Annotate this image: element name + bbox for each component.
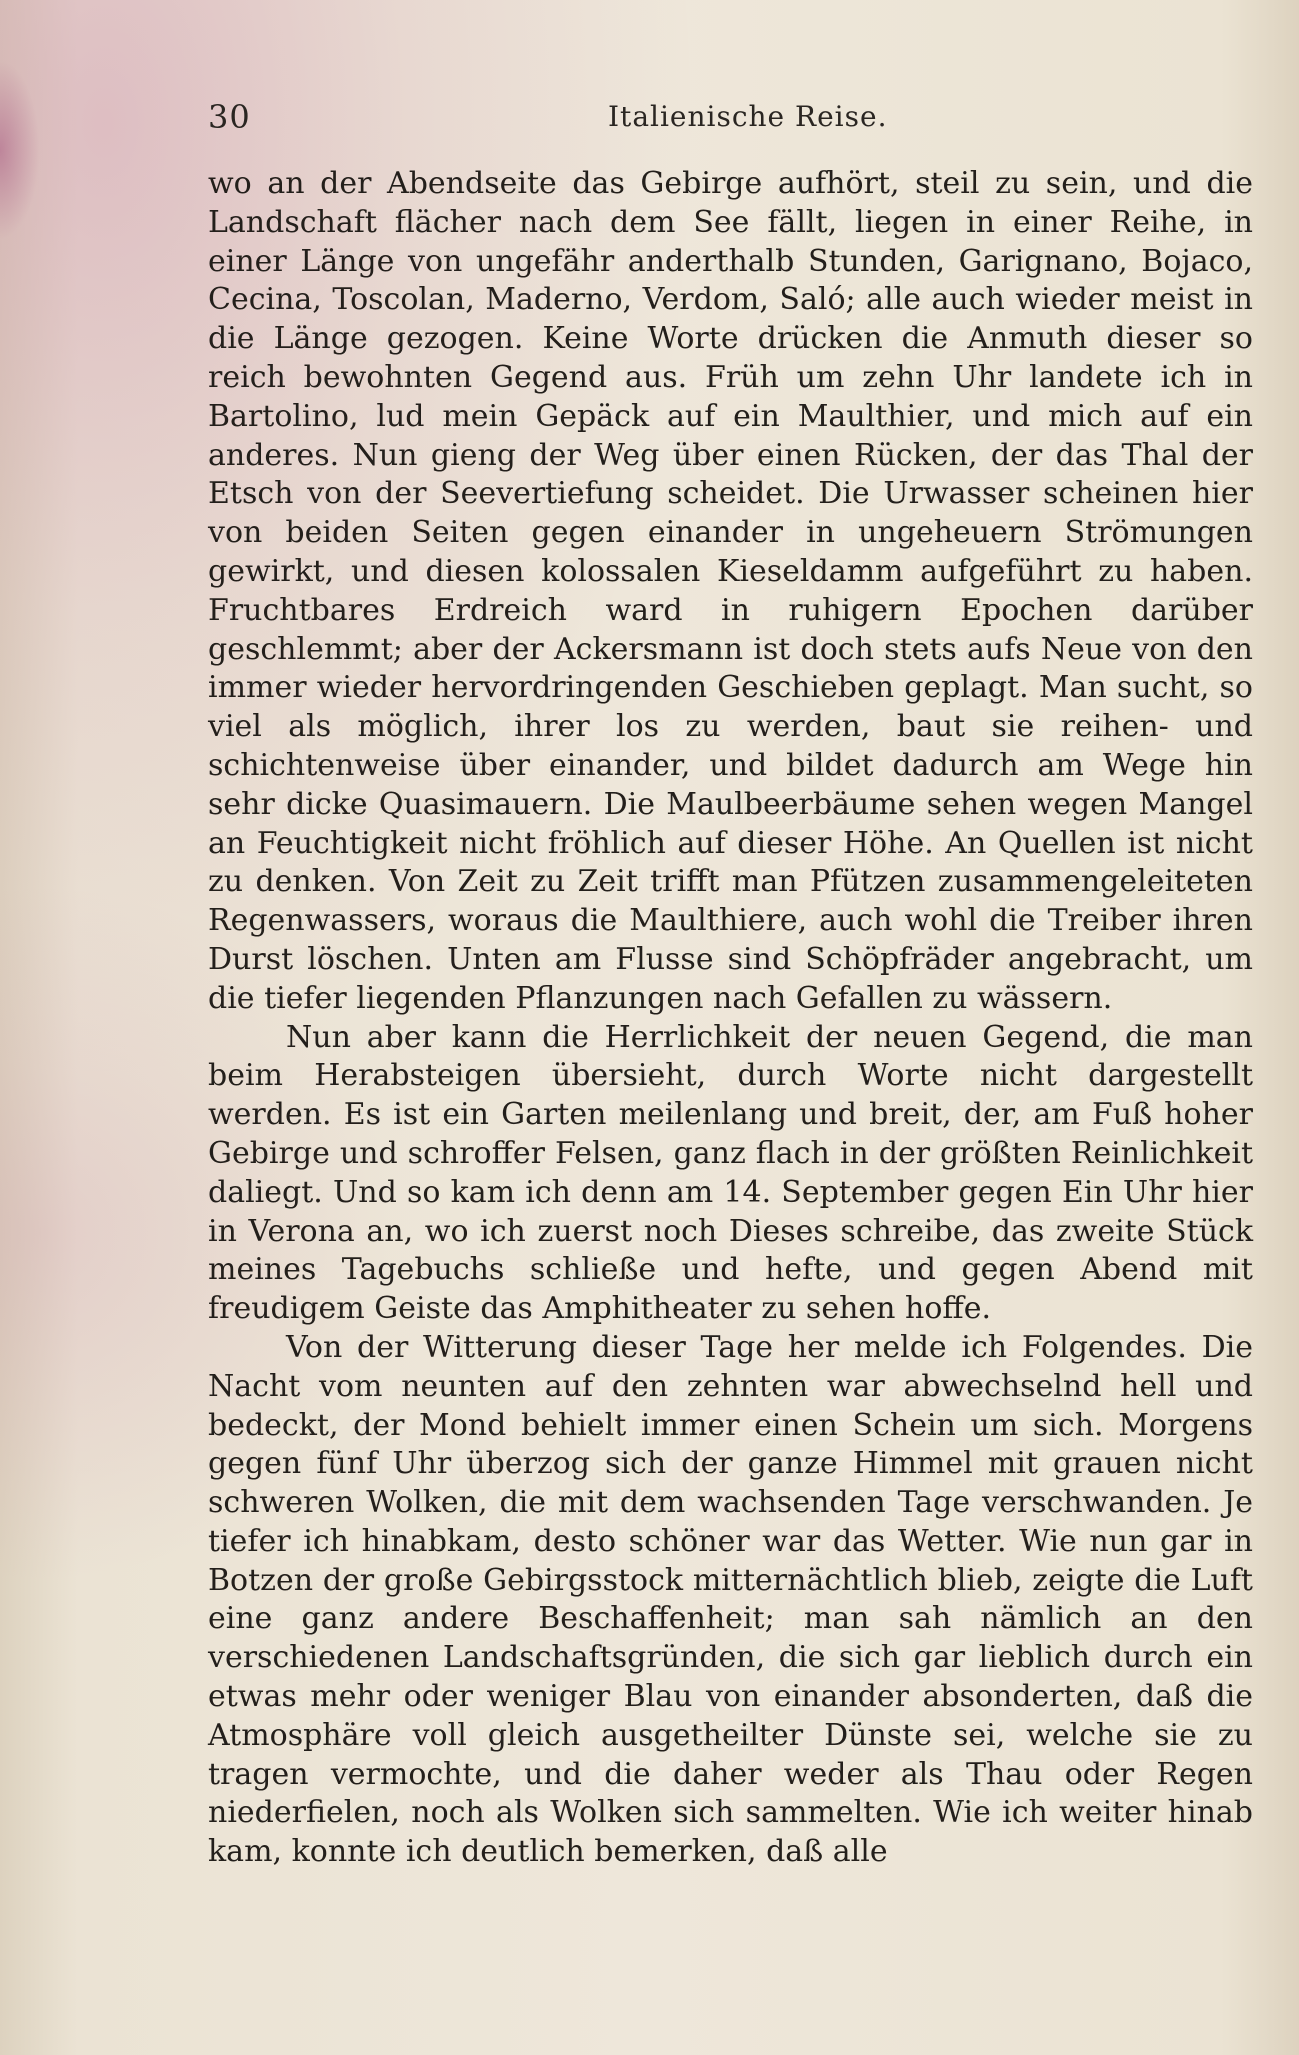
body-text <box>208 165 1253 1872</box>
paragraph-2: Nun aber kann die Herrlichkeit der neuen Gegend, die man beim Herabsteigen übersieht, durch Worte nicht dargestellt werden. Es ist ein Garten meilenlang und breit, der, am Fuß hoher Gebirge und schroffer Felsen, ganz flach in der größten Reinlichkeit daliegt. Und so kam ich denn am 14. September gegen Ein Uhr hier in Verona an, wo ich zuerst noch Dieses schreibe, das zweite Stück meines Tagebuchs schließe und hefte, und gegen Abend mit freudigem Geiste das Amphitheater zu sehen hoffe. <box>208 1019 1253 1327</box>
paper-stain <box>0 60 40 240</box>
page-number: 30 <box>208 98 251 136</box>
paragraph-1: wo an der Abendseite das Gebirge aufhört, steil zu sein, und die Landschaft flächer nach dem See fällt, liegen in einer Reihe, in einer Länge von ungefähr anderthalb Stunden, Garignano, Bojaco, Cecina, Toscolan, Maderno, Verdom, Saló; alle auch wieder meist in die Länge gezogen. Keine Worte drücken die Anmuth dieser so reich bewohnten Gegend aus. Früh um zehn Uhr landete ich in Bartolino, lud mein Gepäck auf ein Maulthier, und mich auf ein anderes. Nun gieng der Weg über einen Rücken, der das Thal der Etsch von der Seevertiefung scheidet. Die Urwasser scheinen hier von beiden Seiten gegen einander in ungeheuern Strömungen gewirkt, und diesen kolossalen Kieseldamm aufgeführt zu haben. Fruchtbares Erdreich ward in ruhigern Epochen darüber geschlemmt; aber der Ackersmann ist doch stets aufs Neue von den immer wieder hervordringenden Geschieben geplagt. Man sucht, so viel als möglich, ihrer los zu werden, baut sie reihen- und schichtenweise über einander, und bildet dadurch am Wege hin sehr dicke Quasimauern. Die Maulbeerbäume sehen wegen Mangel an Feuchtigkeit nicht fröhlich auf dieser Höhe. An Quellen ist nicht zu denken. Von Zeit zu Zeit trifft man Pfützen zusammengeleiteten Regenwassers, woraus die Maulthiere, auch wohl die Treiber ihren Durst löschen. Unten am Flusse sind Schöpfräder angebracht, um die tiefer liegenden Pflanzungen nach Gefallen zu wässern. <box>208 166 1253 1016</box>
paragraph-3: Von der Witterung dieser Tage her melde ich Folgendes. Die Nacht vom neunten auf den zehnten war abwechselnd hell und bedeckt, der Mond behielt immer einen Schein um sich. Morgens gegen fünf Uhr überzog sich der ganze Himmel mit grauen nicht schweren Wolken, die mit dem wachsenden Tage verschwanden. Je tiefer ich hinabkam, desto schöner war das Wetter. Wie nun gar in Botzen der große Gebirgsstock mitternächtlich blieb, zeigte die Luft eine ganz andere Beschaffenheit; man sah nämlich an den verschiedenen Landschaftsgründen, die sich gar lieblich durch ein etwas mehr oder weniger Blau von einander absonderten, daß die Atmosphäre voll gleich ausgetheilter Dünste sei, welche sie zu tragen vermochte, und die daher weder als Thau oder Regen niederfielen, noch als Wolken sich sammelten. Wie ich weiter hinab kam, konnte ich deutlich bemerken, daß alle <box>208 1329 1253 1870</box>
running-head: Italienische Reise. <box>608 100 888 133</box>
page-header <box>208 98 1248 148</box>
